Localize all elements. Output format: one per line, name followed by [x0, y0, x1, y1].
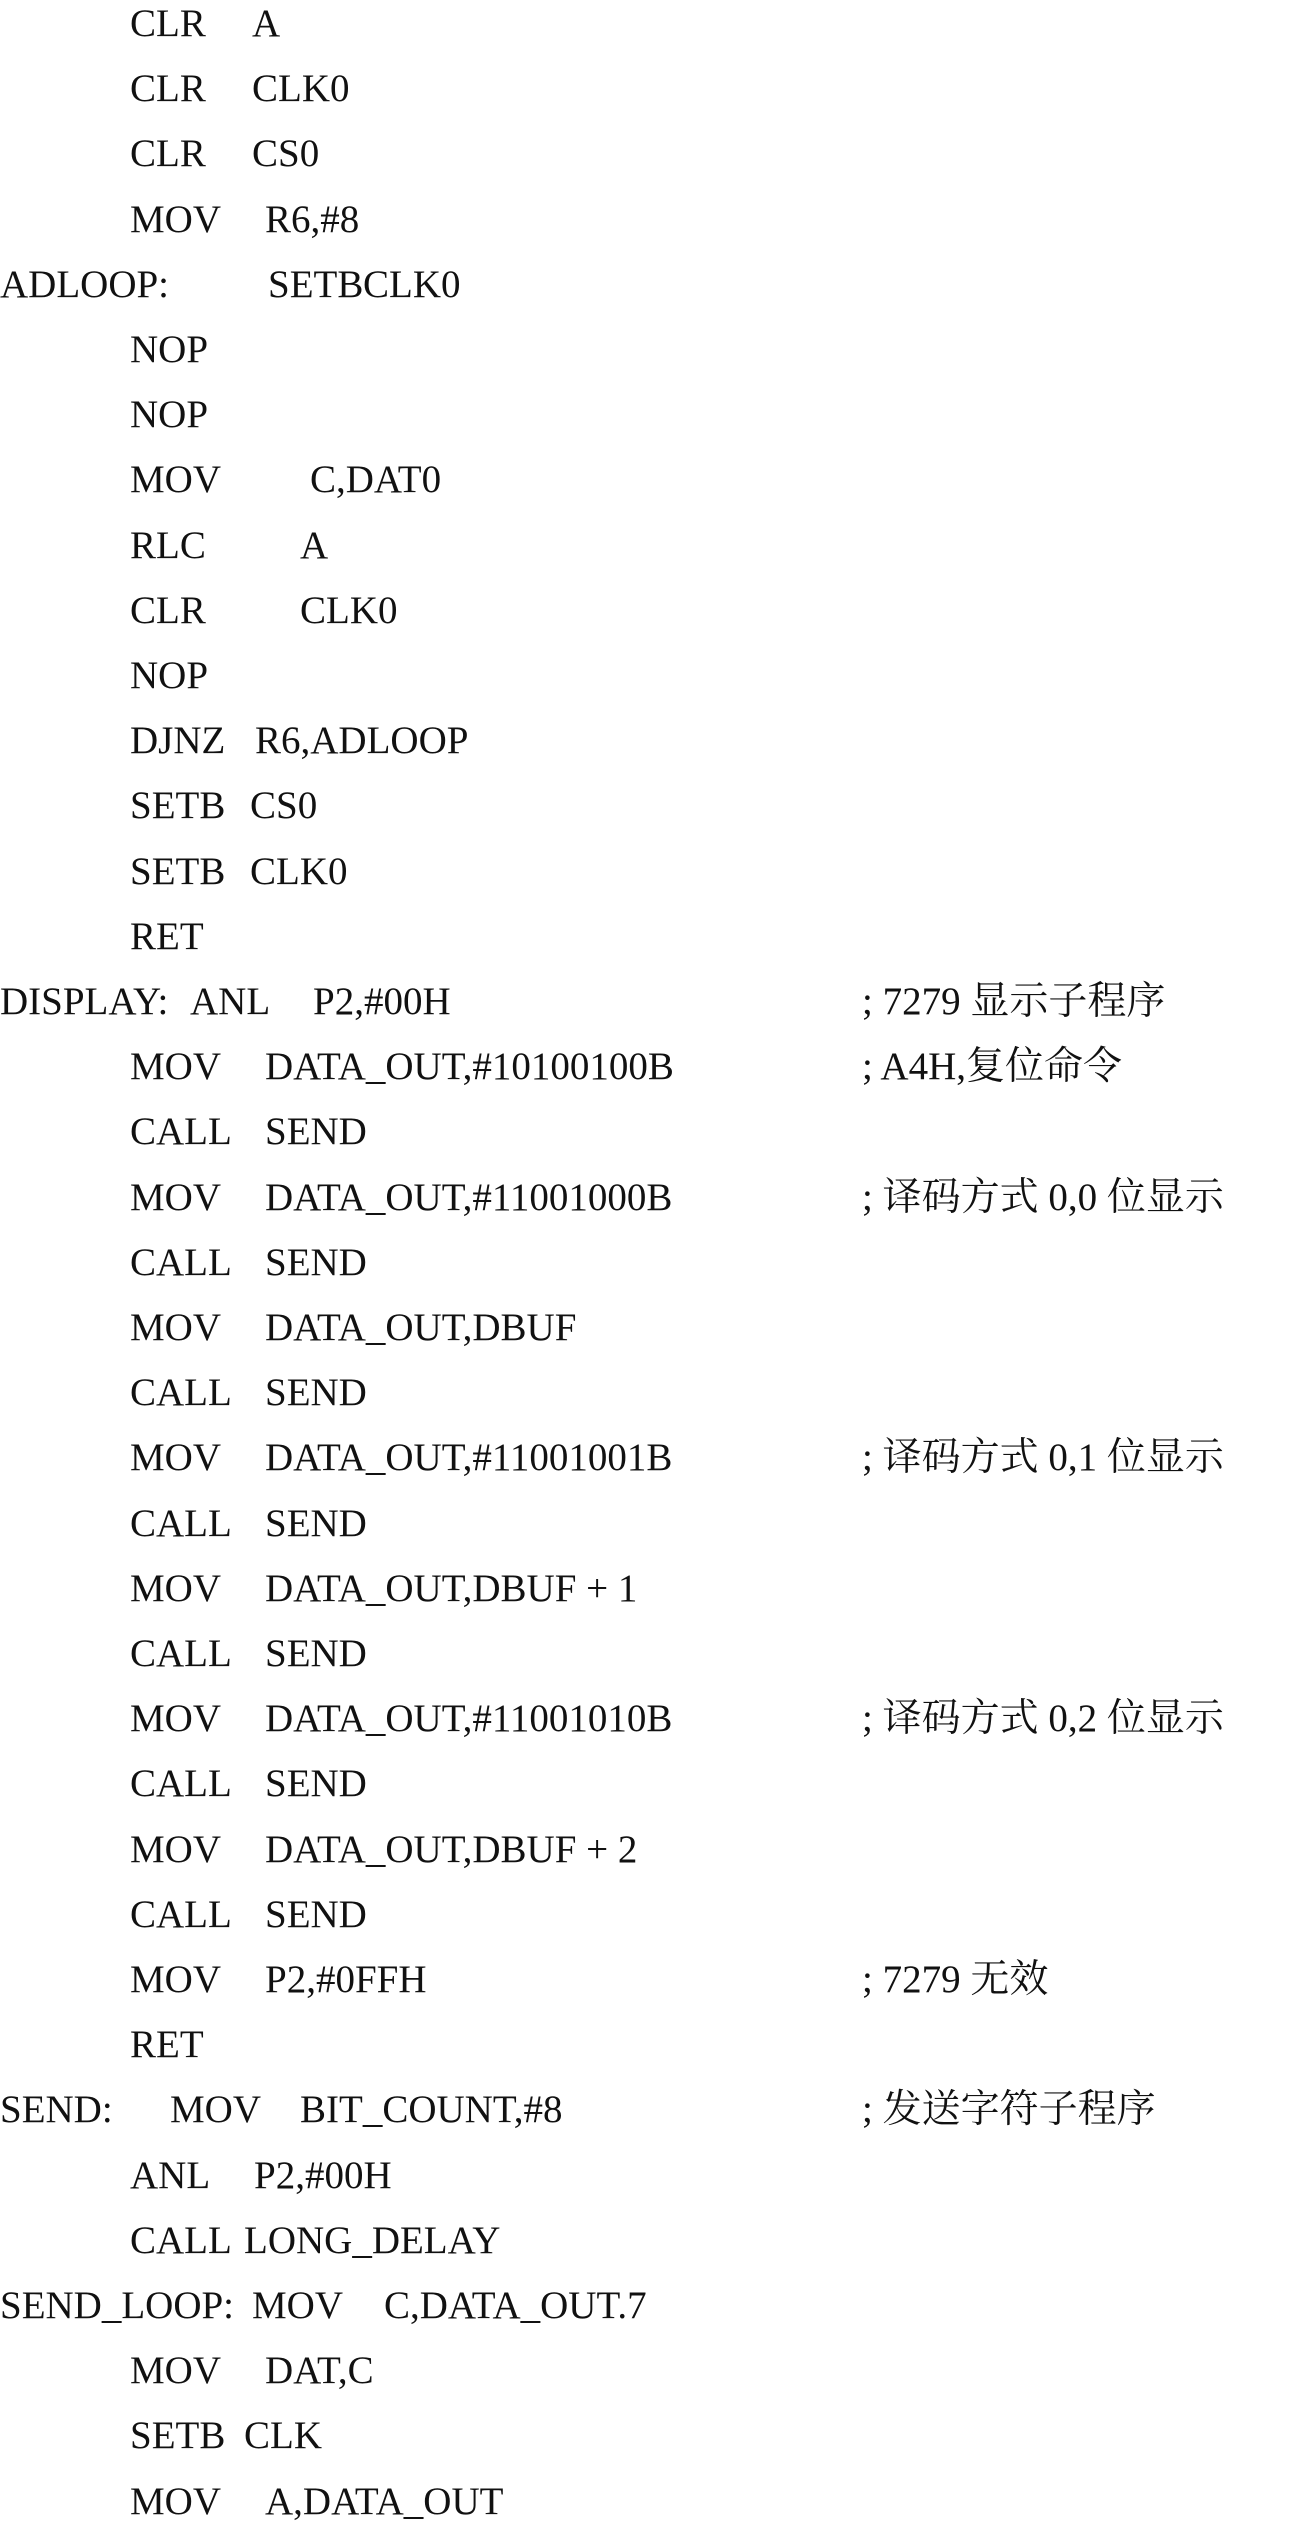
- code-mnemonic: RET: [130, 2023, 204, 2067]
- code-label: ADLOOP:: [0, 262, 170, 306]
- code-line: [0, 907, 1290, 967]
- code-mnemonic: RLC: [130, 523, 206, 567]
- code-operand: SEND: [265, 1762, 367, 1806]
- code-operand: BIT_COUNT,#8: [300, 2088, 563, 2132]
- code-line: [0, 2472, 1290, 2532]
- code-mnemonic: MOV: [252, 2284, 344, 2327]
- code-operand: CS0: [252, 132, 320, 176]
- code-label: SEND_LOOP:: [0, 2284, 235, 2327]
- code-operand: DATA_OUT,DBUF + 1: [265, 1566, 638, 1610]
- code-operand: SEND: [265, 1632, 367, 1675]
- code-mnemonic: CLR: [130, 67, 206, 111]
- code-mnemonic: MOV: [130, 197, 222, 241]
- code-line: [0, 1624, 1290, 1684]
- code-operand: C,DATA_OUT.7: [384, 2284, 647, 2327]
- code-operand: CLK0: [252, 67, 350, 111]
- code-line: [0, 711, 1290, 771]
- code-line: [0, 1428, 1290, 1488]
- code-operand: DATA_OUT,#10100100B: [265, 1045, 674, 1089]
- code-line: [0, 190, 1290, 250]
- code-line: [0, 124, 1290, 184]
- code-mnemonic: NOP: [130, 654, 209, 697]
- code-comment: ; A4H,复位命令: [862, 1045, 1123, 1089]
- code-operand: P2,#00H: [254, 2153, 392, 2197]
- code-mnemonic: MOV: [130, 1958, 222, 2001]
- code-mnemonic: SETB: [130, 2414, 226, 2458]
- code-line: [0, 1950, 1290, 2010]
- code-mnemonic: CLR: [130, 588, 206, 632]
- code-mnemonic: MOV: [130, 2479, 222, 2523]
- code-operand: CLK: [244, 2414, 322, 2458]
- code-operand: SEND: [265, 1371, 367, 1415]
- code-mnemonic: SETB: [268, 262, 364, 306]
- code-operand: A,DATA_OUT: [265, 2479, 504, 2523]
- code-mnemonic: CALL: [130, 1371, 232, 1415]
- code-mnemonic: MOV: [130, 1045, 222, 1089]
- code-mnemonic: CALL: [130, 1501, 232, 1545]
- code-line: [0, 646, 1290, 706]
- code-operand: DATA_OUT,#11001001B: [265, 1436, 673, 1480]
- code-line: [0, 1168, 1290, 1228]
- code-comment: ; 发送字符子程序: [862, 2088, 1156, 2132]
- code-line: [0, 972, 1290, 1032]
- code-mnemonic: CLR: [130, 132, 206, 176]
- code-line: [0, 255, 1290, 315]
- code-mnemonic: MOV: [170, 2088, 262, 2132]
- code-line: [0, 516, 1290, 576]
- code-mnemonic: MOV: [130, 1175, 222, 1219]
- code-line: [0, 1820, 1290, 1880]
- code-line: [0, 2080, 1290, 2140]
- code-operand: DATA_OUT,DBUF + 2: [265, 1827, 638, 1871]
- code-mnemonic: NOP: [130, 328, 209, 371]
- code-mnemonic: NOP: [130, 393, 209, 437]
- code-operand: P2,#0FFH: [265, 1958, 427, 2001]
- code-line: [0, 1037, 1290, 1097]
- code-mnemonic: ANL: [130, 2153, 211, 2197]
- code-mnemonic: CALL: [130, 1240, 232, 1284]
- code-mnemonic: CALL: [130, 2218, 232, 2262]
- code-line: [0, 776, 1290, 836]
- code-line: [0, 1494, 1290, 1554]
- code-line: [0, 1363, 1290, 1423]
- code-operand: CLK0: [363, 262, 461, 306]
- code-mnemonic: CLR: [130, 2, 206, 45]
- code-operand: C,DAT0: [310, 458, 442, 502]
- code-mnemonic: RET: [130, 914, 204, 958]
- code-line: [0, 2146, 1290, 2206]
- code-line: [0, 1102, 1290, 1162]
- code-line: [0, 450, 1290, 510]
- code-comment: ; 译码方式 0,1 位显示: [862, 1436, 1224, 1480]
- code-comment: ; 7279 显示子程序: [862, 980, 1166, 1023]
- code-operand: P2,#00H: [313, 980, 451, 1023]
- code-label: SEND:: [0, 2088, 113, 2132]
- code-comment: ; 译码方式 0,0 位显示: [862, 1175, 1224, 1219]
- code-operand: SEND: [265, 1892, 367, 1936]
- code-mnemonic: SETB: [130, 849, 226, 893]
- code-mnemonic: SETB: [130, 784, 226, 828]
- code-line: [0, 2341, 1290, 2401]
- code-operand: CLK0: [250, 849, 348, 893]
- code-comment: ; 7279 无效: [862, 1958, 1049, 2001]
- code-operand: SEND: [265, 1110, 367, 1154]
- code-operand: R6,#8: [265, 197, 360, 241]
- code-mnemonic: CALL: [130, 1110, 232, 1154]
- code-mnemonic: MOV: [130, 458, 222, 502]
- code-line: [0, 1559, 1290, 1619]
- code-mnemonic: ANL: [190, 980, 271, 1023]
- code-comment: ; 译码方式 0,2 位显示: [862, 1697, 1224, 1741]
- code-operand: R6,ADLOOP: [255, 719, 469, 763]
- code-line: [0, 320, 1290, 380]
- code-operand: DATA_OUT,#11001000B: [265, 1175, 673, 1219]
- code-operand: A: [252, 2, 281, 45]
- code-mnemonic: CALL: [130, 1632, 232, 1675]
- code-mnemonic: MOV: [130, 1566, 222, 1610]
- code-operand: DATA_OUT,#11001010B: [265, 1697, 673, 1741]
- code-line: [0, 1298, 1290, 1358]
- code-mnemonic: CALL: [130, 1762, 232, 1806]
- code-operand: SEND: [265, 1240, 367, 1284]
- code-operand: SEND: [265, 1501, 367, 1545]
- code-mnemonic: MOV: [130, 2349, 222, 2393]
- code-mnemonic: MOV: [130, 1827, 222, 1871]
- code-mnemonic: CALL: [130, 1892, 232, 1936]
- code-line: [0, 2211, 1290, 2271]
- code-mnemonic: MOV: [130, 1306, 222, 1349]
- code-line: [0, 1689, 1290, 1749]
- code-operand: CLK0: [300, 588, 398, 632]
- code-line: [0, 2406, 1290, 2466]
- code-line: [0, 842, 1290, 902]
- code-operand: DATA_OUT,DBUF: [265, 1306, 577, 1349]
- code-operand: A: [300, 523, 329, 567]
- code-mnemonic: MOV: [130, 1436, 222, 1480]
- code-operand: LONG_DELAY: [244, 2218, 501, 2262]
- code-line: [0, 59, 1290, 119]
- code-line: [0, 2015, 1290, 2075]
- code-line: [0, 1233, 1290, 1293]
- code-line: [0, 0, 1290, 54]
- code-line: [0, 2276, 1290, 2336]
- code-line: [0, 1885, 1290, 1945]
- code-line: [0, 581, 1290, 641]
- code-line: [0, 385, 1290, 445]
- code-line: [0, 1754, 1290, 1814]
- code-mnemonic: DJNZ: [130, 719, 226, 763]
- code-operand: CS0: [250, 784, 318, 828]
- code-label: DISPLAY:: [0, 980, 169, 1023]
- code-mnemonic: MOV: [130, 1697, 222, 1741]
- code-operand: DAT,C: [265, 2349, 374, 2393]
